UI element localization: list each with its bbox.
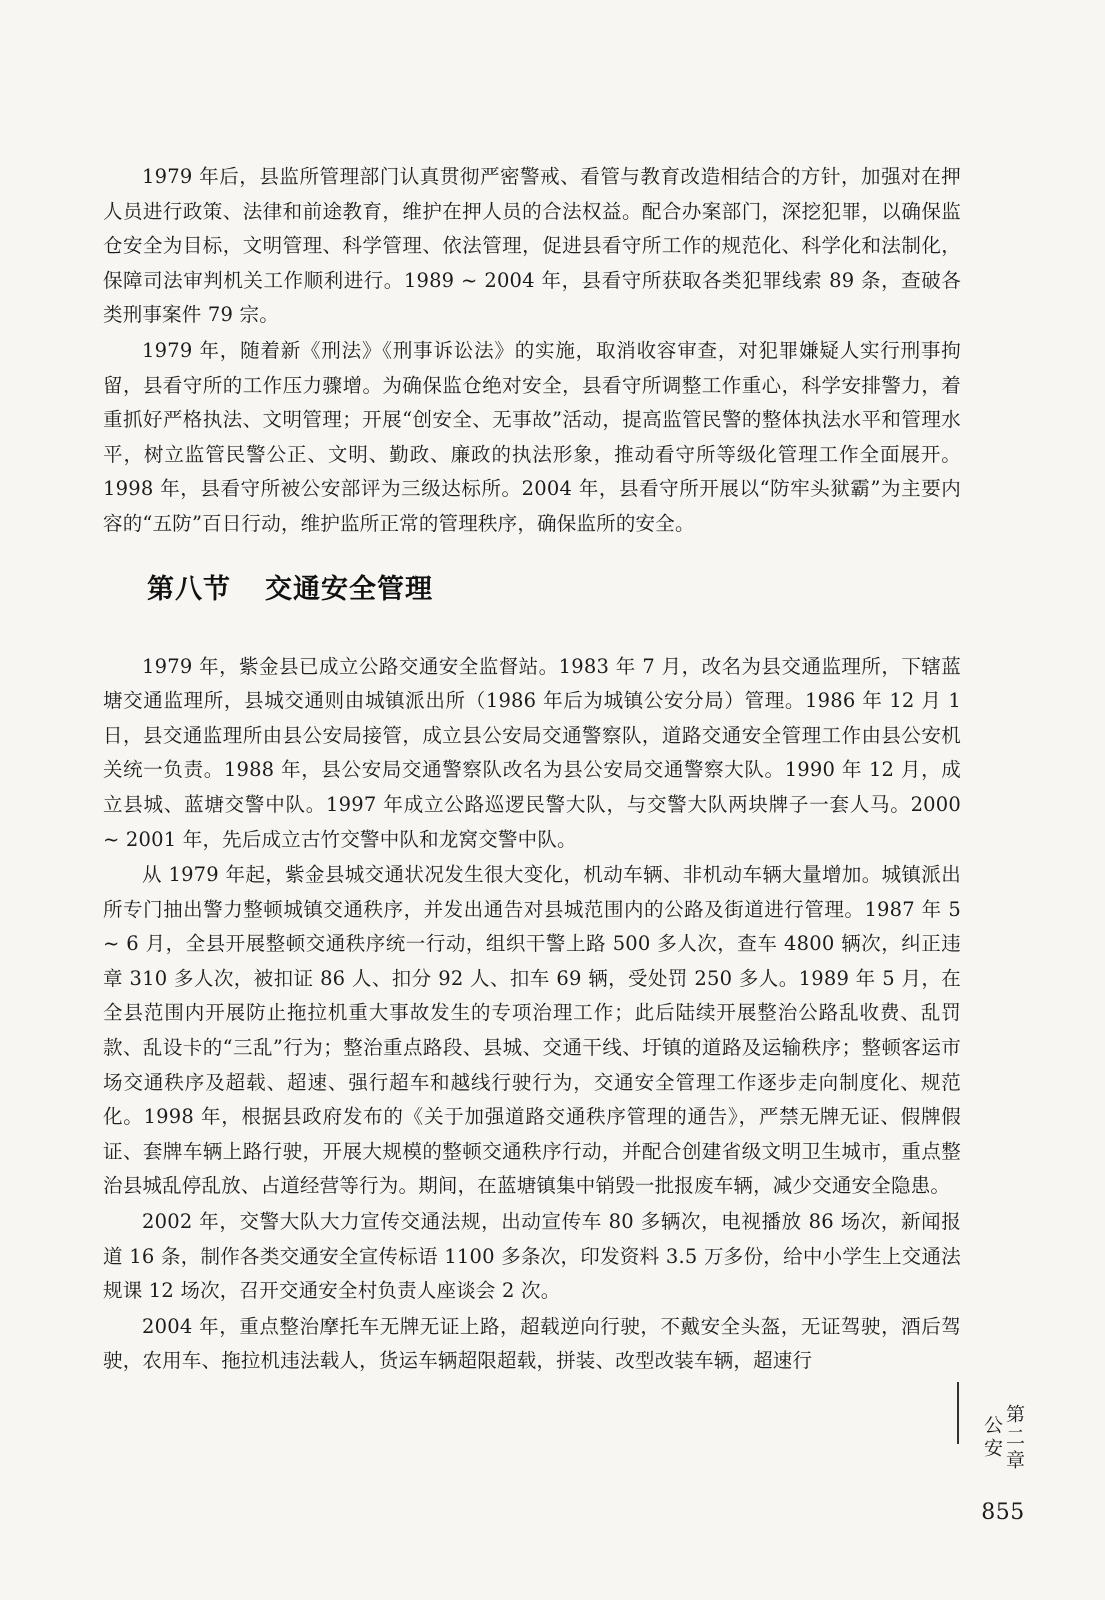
body-text (103, 160, 961, 1379)
page-number: 855 (981, 1500, 1025, 1525)
paragraph: 从 1979 年起，紫金县城交通状况发生很大变化，机动车辆、非机动车辆大量增加。城镇派出所专门抽出警力整顿城镇交通秩序，并发出通告对县城范围内的公路及街道进行管理。1987 年 5 ~ 6 月，全县开展整顿交通秩序统一行动，组织干警上路 500 多人次，查车 4800 辆次，纠正违章 310 多人次，被扣证 86 人、扣分 92 人、扣车 69 辆，受处罚 250 多人。1989 年 5 月，在全县范围内开展防止拖拉机重大事故发生的专项治理工作；此后陆续开展整治公路乱收费、乱罚款、乱设卡的“三乱”行为；整治重点路段、县城、交通干线、圩镇的道路及运输秩序；整顿客运市场交通秩序及超载、超速、强行超车和越线行驶行为，交通安全管理工作逐步走向制度化、规范化。1998 年，根据县政府发布的《关于加强道路交通秩序管理的通告》，严禁无牌无证、假牌假证、套牌车辆上路行驶，开展大规模的整顿交通秩序行动，并配合创建省级文明卫生城市，重点整治县城乱停乱放、占道经营等行为。期间，在蓝塘镇集中销毁一批报废车辆，减少交通安全隐患。 (103, 863, 961, 1198)
section-title: 交通安全管理 (265, 573, 433, 605)
section-heading (147, 572, 961, 608)
paragraph: 2002 年，交警大队大力宣传交通法规，出动宣传车 80 多辆次，电视播放 86 场次，新闻报道 16 条，制作各类交通安全宣传标语 1100 多条次，印发资料 3.5 万多份，给中小学生上交通法规课 12 场次，召开交通安全村负责人座谈会 2 次。 (103, 1210, 961, 1303)
chapter-label: 第二章 公安 (981, 1403, 1025, 1496)
page-marginalia (978, 1384, 1028, 1525)
paragraph: 1979 年后，县监所管理部门认真贯彻严密警戒、看管与教育改造相结合的方针，加强对在押人员进行政策、法律和前途教育，维护在押人员的合法权益。配合办案部门，深挖犯罪，以确保监仓安全为目标，文明管理、科学管理、依法管理，促进县看守所工作的规范化、科学化和法制化，保障司法审判机关工作顺利进行。1989 ~ 2004 年，县看守所获取各类犯罪线索 89 条，查破各类刑事案件 79 宗。 (103, 165, 961, 327)
paragraph: 1979 年，随着新《刑法》《刑事诉讼法》的实施，取消收容审查，对犯罪嫌疑人实行刑事拘留，县看守所的工作压力骤增。为确保监仓绝对安全，县看守所调整工作重心，科学安排警力，着重抓好严格执法、文明管理；开展“创安全、无事故”活动，提高监管民警的整体执法水平和管理水平，树立监管民警公正、文明、勤政、廉政的执法形象，推动看守所等级化管理工作全面展开。1998 年，县看守所被公安部评为三级达标所。2004 年，县看守所开展以“防牢头狱霸”为主要内容的“五防”百日行动，维护监所正常的管理秩序，确保监所的安全。 (103, 338, 961, 535)
paragraph: 2004 年，重点整治摩托车无牌无证上路，超载逆向行驶，不戴安全头盔，无证驾驶，酒后驾驶，农用车、拖拉机违法载人，货运车辆超限超载，拼装、改型改装车辆，超速行 (103, 1314, 961, 1373)
paragraph: 1979 年，紫金县已成立公路交通安全监督站。1983 年 7 月，改名为县交通监理所，下辖蓝塘交通监理所，县城交通则由城镇派出所（1986 年后为城镇公安分局）管理。1986 年 12 月 1 日，县交通监理所由县公安局接管，成立县公安局交通警察队，道路交通安全管理工作由县公安机关统一负责。1988 年，县公安局交通警察队改名为县公安局交通警察大队。1990 年 12 月，成立县城、蓝塘交警中队。1997 年成立公路巡逻民警大队，与交警大队两块牌子一套人马。2000 ~ 2001 年，先后成立古竹交警中队和龙窝交警中队。 (103, 654, 961, 851)
section-number: 第八节 (147, 573, 231, 605)
margin-rule (957, 1382, 959, 1444)
